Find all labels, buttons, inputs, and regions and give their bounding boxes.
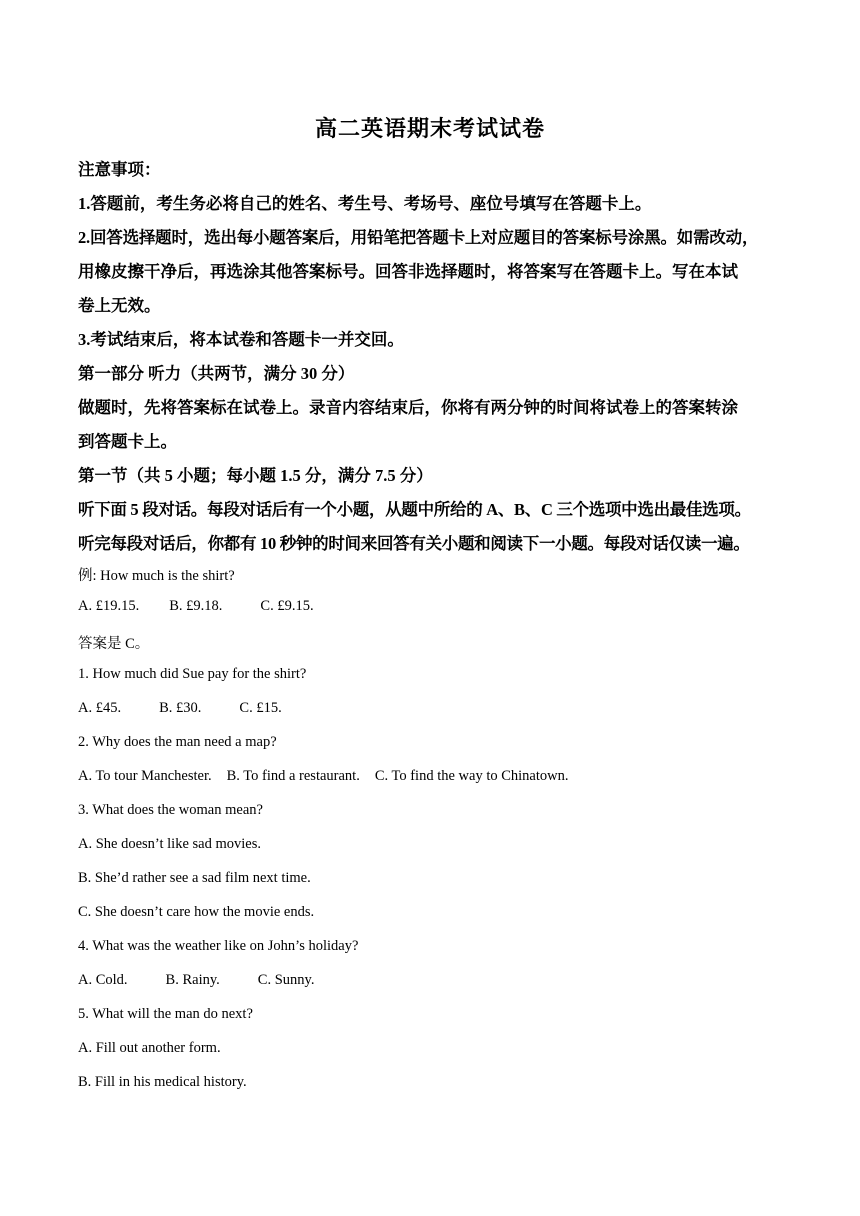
option-b: B. £30. [159, 700, 202, 716]
option-a: A. £19.15. [78, 598, 140, 614]
notice-item-2-line-3: 卷上无效。 [78, 296, 161, 315]
option-b: B. To find a restaurant. [226, 768, 360, 784]
option-b: B. £9.18. [169, 598, 223, 614]
option-c: C. Sunny. [257, 972, 315, 988]
question-5-option-a: A. Fill out another form. [78, 1040, 221, 1056]
question-1-options [78, 700, 282, 717]
option-a: A. £45. [78, 700, 122, 716]
section1-instruction-line-1: 听下面 5 段对话。每段对话后有一个小题，从题中所给的 A、B、C 三个选项中选出最佳选项。 [78, 500, 751, 519]
option-c: C. £15. [239, 700, 282, 716]
question-3-option-b: B. She’d rather see a sad film next time. [78, 870, 311, 886]
question-3-option-a: A. She doesn’t like sad movies. [78, 836, 261, 852]
option-c: C. To find the way to Chinatown. [374, 768, 569, 784]
question-5-option-b: B. Fill in his medical history. [78, 1074, 247, 1090]
notice-item-2-line-2: 用橡皮擦干净后，再选涂其他答案标号。回答非选择题时，将答案写在答题卡上。写在本试 [78, 262, 738, 281]
option-b: B. Rainy. [165, 972, 220, 988]
notice-item-1: 1.答题前，考生务必将自己的姓名、考生号、考场号、座位号填写在答题卡上。 [78, 194, 652, 213]
question-4: 4. What was the weather like on John’s holiday? [78, 938, 359, 954]
option-c: C. £9.15. [260, 598, 314, 614]
part1-instruction-line-2: 到答题卡上。 [78, 432, 177, 451]
part1-heading: 第一部分 听力（共两节，满分 30 分） [78, 364, 355, 383]
question-4-options [78, 972, 314, 989]
notice-item-2-line-1: 2.回答选择题时，选出每小题答案后，用铅笔把答题卡上对应题目的答案标号涂黑。如需改动， [78, 228, 759, 247]
example-question: 例: How much is the shirt? [78, 568, 235, 584]
notice-item-3: 3.考试结束后，将本试卷和答题卡一并交回。 [78, 330, 404, 349]
option-a: A. To tour Manchester. [78, 768, 212, 784]
question-3: 3. What does the woman mean? [78, 802, 263, 818]
notice-heading: 注意事项： [78, 160, 161, 179]
question-3-option-c: C. She doesn’t care how the movie ends. [78, 904, 315, 920]
example-answer: 答案是 C。 [78, 636, 150, 652]
page-title: 高二英语期末考试试卷 [314, 116, 545, 141]
section1-instruction-line-2: 听完每段对话后，你都有 10 秒钟的时间来回答有关小题和阅读下一小题。每段对话仅读一遍。 [78, 534, 750, 553]
section1-heading: 第一节（共 5 小题；每小题 1.5 分，满分 7.5 分） [78, 466, 433, 485]
question-5: 5. What will the man do next? [78, 1006, 253, 1022]
question-1: 1. How much did Sue pay for the shirt? [78, 666, 307, 682]
example-options [78, 598, 314, 615]
question-2-options [78, 768, 569, 785]
question-2: 2. Why does the man need a map? [78, 734, 277, 750]
part1-instruction-line-1: 做题时，先将答案标在试卷上。录音内容结束后，你将有两分钟的时间将试卷上的答案转涂 [78, 398, 738, 417]
option-a: A. Cold. [78, 972, 128, 988]
